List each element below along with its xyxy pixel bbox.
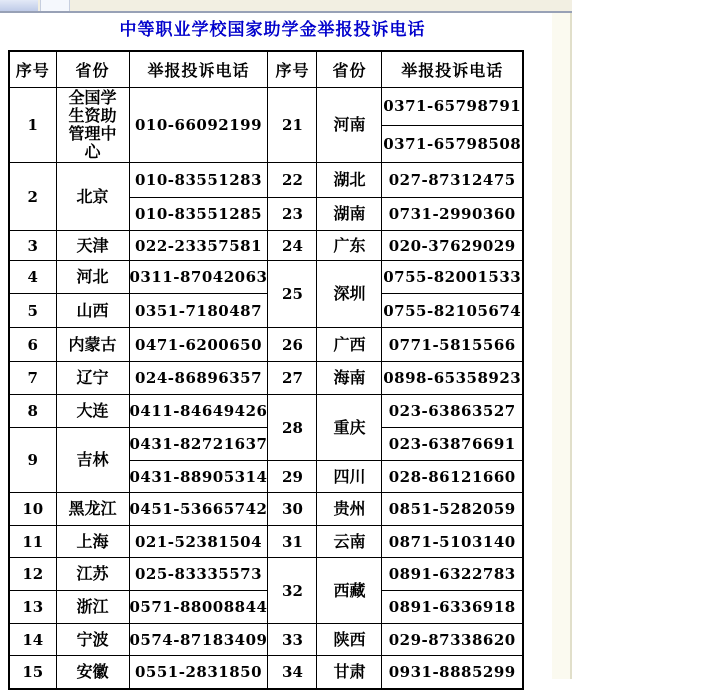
phone-cell: 024-86896357 <box>129 362 268 395</box>
row-number-cell: 23 <box>268 198 317 231</box>
phone-cell: 0451-53665742 <box>129 493 268 526</box>
row-number-cell: 14 <box>9 624 56 656</box>
phone-cell: 0851-5282059 <box>382 493 523 526</box>
province-cell: 安徽 <box>56 656 129 689</box>
phone-cell: 025-83335573 <box>129 558 268 591</box>
table-row <box>9 656 523 689</box>
table-row <box>9 428 523 461</box>
table-row <box>9 493 523 526</box>
column-header: 序号 <box>9 51 56 88</box>
row-number-cell: 25 <box>268 261 317 328</box>
phone-cell: 027-87312475 <box>382 163 523 198</box>
province-cell: 西藏 <box>317 558 382 624</box>
province-cell: 贵州 <box>317 493 382 526</box>
table-row <box>9 261 523 294</box>
column-header: 省份 <box>317 51 382 88</box>
phone-cell: 0891-6322783 <box>382 558 523 591</box>
row-number-cell: 12 <box>9 558 56 591</box>
table-row <box>9 88 523 126</box>
page-title: 中等职业学校国家助学金举报投诉电话 <box>119 20 426 40</box>
province-cell: 内蒙古 <box>56 328 129 362</box>
row-number-cell: 26 <box>268 328 317 362</box>
province-cell: 黑龙江 <box>56 493 129 526</box>
row-number-cell: 34 <box>268 656 317 689</box>
phone-cell: 0351-7180487 <box>129 294 268 328</box>
row-number-cell: 15 <box>9 656 56 689</box>
province-cell: 河南 <box>317 88 382 163</box>
table-row <box>9 526 523 558</box>
row-number-cell: 22 <box>268 163 317 198</box>
phone-cell: 0311-87042063 <box>129 261 268 294</box>
table-row <box>9 591 523 624</box>
phone-cell: 0898-65358923 <box>382 362 523 395</box>
chrome-divider-line <box>0 11 572 13</box>
row-number-cell: 5 <box>9 294 56 328</box>
province-cell: 全国学生资助管理中心 <box>56 88 129 163</box>
province-cell: 甘肃 <box>317 656 382 689</box>
phone-cell: 028-86121660 <box>382 461 523 493</box>
row-number-cell: 2 <box>9 163 56 231</box>
header-row <box>9 51 523 88</box>
province-cell: 四川 <box>317 461 382 493</box>
phone-cell: 0891-6336918 <box>382 591 523 624</box>
phone-cell: 0731-2990360 <box>382 198 523 231</box>
province-cell: 海南 <box>317 362 382 395</box>
table-row <box>9 362 523 395</box>
province-cell: 广东 <box>317 231 382 261</box>
phone-cell: 0431-82721637 <box>129 428 268 461</box>
province-cell: 广西 <box>317 328 382 362</box>
phone-cell: 0771-5815566 <box>382 328 523 362</box>
phone-cell: 0371-65798791 <box>382 88 523 126</box>
province-cell: 江苏 <box>56 558 129 591</box>
phone-cell: 0755-82105674 <box>382 294 523 328</box>
province-cell: 上海 <box>56 526 129 558</box>
phone-cell: 0571-88008844 <box>129 591 268 624</box>
province-cell: 辽宁 <box>56 362 129 395</box>
phone-cell: 010-66092199 <box>129 88 268 163</box>
row-number-cell: 31 <box>268 526 317 558</box>
row-number-cell: 28 <box>268 395 317 461</box>
province-cell: 北京 <box>56 163 129 231</box>
phone-cell: 029-87338620 <box>382 624 523 656</box>
phone-cell: 020-37629029 <box>382 231 523 261</box>
table-row <box>9 395 523 428</box>
row-number-cell: 9 <box>9 428 56 493</box>
province-cell: 山西 <box>56 294 129 328</box>
province-cell: 河北 <box>56 261 129 294</box>
chrome-tab-button[interactable] <box>40 0 70 11</box>
province-cell: 浙江 <box>56 591 129 624</box>
row-number-cell: 30 <box>268 493 317 526</box>
row-number-cell: 27 <box>268 362 317 395</box>
row-number-cell: 4 <box>9 261 56 294</box>
scrollbar-edge-strip <box>552 13 572 679</box>
phone-cell: 021-52381504 <box>129 526 268 558</box>
row-number-cell: 13 <box>9 591 56 624</box>
province-cell: 重庆 <box>317 395 382 461</box>
phone-cell: 0931-8885299 <box>382 656 523 689</box>
phone-cell: 0574-87183409 <box>129 624 268 656</box>
table-row <box>9 163 523 198</box>
province-cell: 湖南 <box>317 198 382 231</box>
complaint-phone-table <box>8 50 524 690</box>
phone-cell: 0411-84649426 <box>129 395 268 428</box>
row-number-cell: 24 <box>268 231 317 261</box>
phone-cell: 022-23357581 <box>129 231 268 261</box>
row-number-cell: 33 <box>268 624 317 656</box>
table-row <box>9 558 523 591</box>
row-number-cell: 11 <box>9 526 56 558</box>
phone-cell: 0471-6200650 <box>129 328 268 362</box>
phone-cell: 0551-2831850 <box>129 656 268 689</box>
province-cell: 陕西 <box>317 624 382 656</box>
column-header: 举报投诉电话 <box>382 51 523 88</box>
province-cell: 湖北 <box>317 163 382 198</box>
province-cell: 吉林 <box>56 428 129 493</box>
row-number-cell: 32 <box>268 558 317 624</box>
province-cell: 天津 <box>56 231 129 261</box>
row-number-cell: 3 <box>9 231 56 261</box>
phone-cell: 023-63876691 <box>382 428 523 461</box>
row-number-cell: 10 <box>9 493 56 526</box>
phone-cell: 023-63863527 <box>382 395 523 428</box>
column-header: 举报投诉电话 <box>129 51 268 88</box>
phone-cell: 0431-88905314 <box>129 461 268 493</box>
table-row <box>9 294 523 328</box>
province-cell: 云南 <box>317 526 382 558</box>
phone-cell: 010-83551283 <box>129 163 268 198</box>
browser-chrome-bar <box>0 0 572 13</box>
table-row <box>9 624 523 656</box>
province-cell: 大连 <box>56 395 129 428</box>
row-number-cell: 8 <box>9 395 56 428</box>
row-number-cell: 6 <box>9 328 56 362</box>
table-row <box>9 231 523 261</box>
row-number-cell: 29 <box>268 461 317 493</box>
phone-cell: 0371-65798508 <box>382 125 523 163</box>
phone-cell: 0871-5103140 <box>382 526 523 558</box>
row-number-cell: 1 <box>9 88 56 163</box>
column-header: 序号 <box>268 51 317 88</box>
row-number-cell: 21 <box>268 88 317 163</box>
chrome-left-segment <box>0 0 38 11</box>
row-number-cell: 7 <box>9 362 56 395</box>
province-cell: 宁波 <box>56 624 129 656</box>
table-row <box>9 328 523 362</box>
column-header: 省份 <box>56 51 129 88</box>
province-cell: 深圳 <box>317 261 382 328</box>
phone-cell: 0755-82001533 <box>382 261 523 294</box>
phone-cell: 010-83551285 <box>129 198 268 231</box>
